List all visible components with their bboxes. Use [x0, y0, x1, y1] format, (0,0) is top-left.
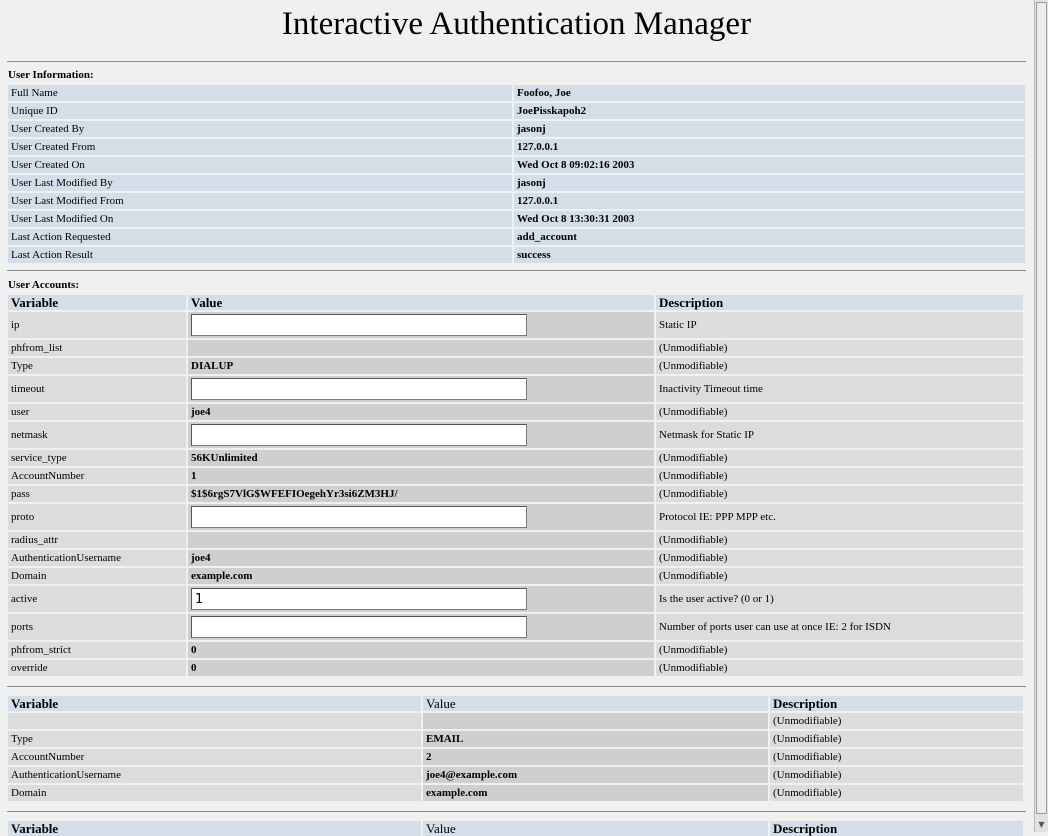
variable-cell: user [8, 404, 186, 420]
header-variable: Variable [8, 295, 186, 310]
variable-cell: Type [8, 358, 186, 374]
info-value: Wed Oct 8 13:30:31 2003 [514, 211, 1025, 227]
info-label: Full Name [8, 85, 512, 101]
header-description: Description [770, 696, 1023, 711]
scroll-down-arrow-icon[interactable]: ▼ [1038, 820, 1045, 829]
description-cell: (Unmodifiable) [656, 450, 1023, 466]
info-row [8, 211, 1027, 227]
value-cell [423, 713, 768, 729]
variable-cell: override [8, 660, 186, 676]
description-cell: (Unmodifiable) [656, 568, 1023, 584]
account-row [8, 660, 1025, 676]
info-value: 127.0.0.1 [514, 193, 1025, 209]
value-cell: joe4 [188, 404, 654, 420]
divider [7, 686, 1026, 687]
value-cell [188, 312, 654, 338]
account-row [8, 586, 1025, 612]
header-value: Value [423, 696, 768, 711]
account-row [8, 468, 1025, 484]
account-header-row [8, 821, 1025, 836]
info-row [8, 193, 1027, 209]
value-cell [188, 422, 654, 448]
value-cell: 1 [188, 468, 654, 484]
variable-cell: ip [8, 312, 186, 338]
description-cell: (Unmodifiable) [656, 550, 1023, 566]
account-row [8, 614, 1025, 640]
description-cell: (Unmodifiable) [656, 404, 1023, 420]
divider [7, 61, 1026, 62]
description-cell: (Unmodifiable) [770, 749, 1023, 765]
variable-cell: pass [8, 486, 186, 502]
description-cell: Is the user active? (0 or 1) [656, 586, 1023, 612]
value-cell: joe4 [188, 550, 654, 566]
info-label: User Last Modified By [8, 175, 512, 191]
account-row [8, 358, 1025, 374]
description-cell: Protocol IE: PPP MPP etc. [656, 504, 1023, 530]
page-title: Interactive Authentication Manager [281, 6, 752, 42]
info-value: jasonj [514, 121, 1025, 137]
description-cell: (Unmodifiable) [770, 713, 1023, 729]
info-row [8, 157, 1027, 173]
ports-input[interactable] [191, 616, 527, 638]
account-row [8, 340, 1025, 356]
account-row [8, 713, 1025, 729]
value-cell [188, 614, 654, 640]
account-row [8, 376, 1025, 402]
user-info-label: User Information: [8, 69, 94, 81]
account-row [8, 404, 1025, 420]
active-input[interactable] [191, 588, 527, 610]
variable-cell: phfrom_strict [8, 642, 186, 658]
divider [7, 270, 1026, 271]
variable-cell: ports [8, 614, 186, 640]
account-row [8, 749, 1025, 765]
header-variable: Variable [8, 696, 421, 711]
variable-cell: Domain [8, 568, 186, 584]
account-row [8, 422, 1025, 448]
info-value: Wed Oct 8 09:02:16 2003 [514, 157, 1025, 173]
info-label: User Created On [8, 157, 512, 173]
description-cell: (Unmodifiable) [656, 486, 1023, 502]
description-cell: (Unmodifiable) [656, 660, 1023, 676]
value-cell [188, 340, 654, 356]
value-cell [188, 532, 654, 548]
value-cell: example.com [423, 785, 768, 801]
account-row [8, 767, 1025, 783]
value-cell [188, 586, 654, 612]
variable-cell: Type [8, 731, 421, 747]
variable-cell: proto [8, 504, 186, 530]
info-row [8, 121, 1027, 137]
info-value: Foofoo, Joe [514, 85, 1025, 101]
account-header-row [8, 696, 1025, 711]
ip-input[interactable] [191, 314, 527, 336]
info-label: User Created By [8, 121, 512, 137]
header-variable: Variable [8, 821, 421, 836]
account-row [8, 532, 1025, 548]
header-description: Description [656, 295, 1023, 310]
netmask-input[interactable] [191, 424, 527, 446]
info-row [8, 175, 1027, 191]
scrollbar-thumb[interactable] [1036, 2, 1047, 814]
variable-cell: timeout [8, 376, 186, 402]
info-value: success [514, 247, 1025, 263]
info-row [8, 247, 1027, 263]
account-header-row [8, 295, 1025, 310]
info-label: User Created From [8, 139, 512, 155]
variable-cell: active [8, 586, 186, 612]
info-row [8, 229, 1027, 245]
value-cell: DIALUP [188, 358, 654, 374]
account-row [8, 785, 1025, 801]
info-row [8, 103, 1027, 119]
account-row [8, 312, 1025, 338]
description-cell: (Unmodifiable) [656, 532, 1023, 548]
variable-cell: service_type [8, 450, 186, 466]
account-row [8, 731, 1025, 747]
vertical-scrollbar[interactable] [1034, 0, 1048, 832]
description-cell: (Unmodifiable) [656, 642, 1023, 658]
variable-cell [8, 713, 421, 729]
value-cell: $1$6rgS7VlG$WFEFIOegehYr3si6ZM3HJ/ [188, 486, 654, 502]
info-label: User Last Modified From [8, 193, 512, 209]
description-cell: Netmask for Static IP [656, 422, 1023, 448]
description-cell: (Unmodifiable) [656, 468, 1023, 484]
value-cell: example.com [188, 568, 654, 584]
info-row [8, 139, 1027, 155]
variable-cell: Domain [8, 785, 421, 801]
account-row [8, 486, 1025, 502]
info-label: User Last Modified On [8, 211, 512, 227]
description-cell: (Unmodifiable) [770, 785, 1023, 801]
description-cell: Static IP [656, 312, 1023, 338]
variable-cell: phfrom_list [8, 340, 186, 356]
info-label: Unique ID [8, 103, 512, 119]
account-row [8, 450, 1025, 466]
variable-cell: netmask [8, 422, 186, 448]
description-cell: (Unmodifiable) [656, 340, 1023, 356]
info-value: 127.0.0.1 [514, 139, 1025, 155]
description-cell: (Unmodifiable) [770, 767, 1023, 783]
variable-cell: AccountNumber [8, 749, 421, 765]
proto-input[interactable] [191, 506, 527, 528]
header-value: Value [188, 295, 654, 310]
variable-cell: AccountNumber [8, 468, 186, 484]
description-cell: (Unmodifiable) [770, 731, 1023, 747]
account-row [8, 504, 1025, 530]
value-cell: joe4@example.com [423, 767, 768, 783]
account-row [8, 642, 1025, 658]
info-value: jasonj [514, 175, 1025, 191]
description-cell: Number of ports user can use at once IE: 2 for ISDN [656, 614, 1023, 640]
user-accounts-label: User Accounts: [8, 279, 79, 291]
info-value: JoePisskapoh2 [514, 103, 1025, 119]
value-cell: 2 [423, 749, 768, 765]
info-value: add_account [514, 229, 1025, 245]
value-cell: EMAIL [423, 731, 768, 747]
header-description: Description [770, 821, 1023, 836]
info-label: Last Action Result [8, 247, 512, 263]
description-cell: Inactivity Timeout time [656, 376, 1023, 402]
value-cell [188, 376, 654, 402]
variable-cell: AuthenticationUsername [8, 767, 421, 783]
divider [7, 811, 1026, 812]
value-cell: 56KUnlimited [188, 450, 654, 466]
variable-cell: radius_attr [8, 532, 186, 548]
description-cell: (Unmodifiable) [656, 358, 1023, 374]
page [7, 0, 1026, 836]
account-row [8, 568, 1025, 584]
value-cell: 0 [188, 642, 654, 658]
timeout-input[interactable] [191, 378, 527, 400]
info-row [8, 85, 1027, 101]
info-label: Last Action Requested [8, 229, 512, 245]
variable-cell: AuthenticationUsername [8, 550, 186, 566]
value-cell: 0 [188, 660, 654, 676]
value-cell [188, 504, 654, 530]
account-row [8, 550, 1025, 566]
header-value: Value [423, 821, 768, 836]
